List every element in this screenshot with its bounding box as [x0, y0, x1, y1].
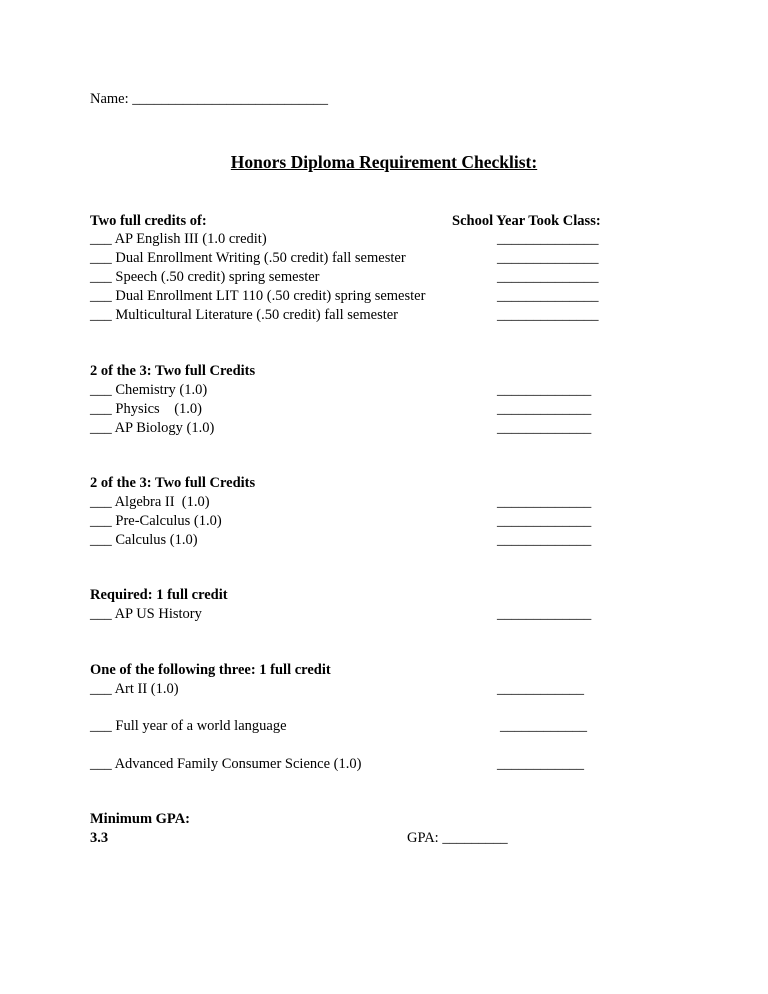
min-gpa-value: 3.3	[90, 830, 109, 846]
list-item: ___ Advanced Family Consumer Science (1.0)	[90, 756, 362, 772]
list-item: ___ Dual Enrollment Writing (.50 credit) fall semester	[90, 250, 406, 266]
school-year-column-heading: School Year Took Class:	[452, 213, 601, 229]
section4-heading: Required: 1 full credit	[90, 587, 228, 603]
school-year-blank: ______________	[497, 307, 599, 323]
page-title: Honors Diploma Requirement Checklist:	[230, 152, 538, 172]
list-item: ___ Algebra II (1.0)	[90, 494, 210, 510]
school-year-blank: _____________	[497, 382, 592, 398]
min-gpa-heading: Minimum GPA:	[90, 811, 191, 827]
list-item: ___ AP US History	[90, 606, 202, 622]
list-item: ___ Full year of a world language	[90, 718, 287, 734]
section5-heading: One of the following three: 1 full credit	[90, 662, 331, 678]
list-item: ___ Art II (1.0)	[90, 681, 179, 697]
school-year-blank: ______________	[497, 231, 599, 247]
school-year-blank: ______________	[497, 269, 599, 285]
list-item: ___ AP Biology (1.0)	[90, 420, 215, 436]
school-year-blank: ______________	[497, 250, 599, 266]
list-item: ___ Calculus (1.0)	[90, 532, 198, 548]
school-year-blank: _____________	[497, 513, 592, 529]
gpa-field-label: GPA: _________	[407, 830, 508, 846]
list-item: ___ Multicultural Literature (.50 credit) fall semester	[90, 307, 399, 323]
list-item: ___ Physics (1.0)	[90, 401, 202, 417]
section2-heading: 2 of the 3: Two full Credits	[90, 363, 256, 379]
list-item: ___ Chemistry (1.0)	[90, 382, 208, 398]
list-item: ___ Pre-Calculus (1.0)	[90, 513, 222, 529]
school-year-blank: ____________	[500, 718, 587, 734]
list-item: ___ Speech (.50 credit) spring semester	[90, 269, 320, 285]
list-item: ___ Dual Enrollment LIT 110 (.50 credit) spring semester	[90, 288, 426, 304]
school-year-blank: _____________	[497, 606, 592, 622]
school-year-blank: ____________	[497, 681, 584, 697]
school-year-blank: _____________	[497, 420, 592, 436]
name-field-label: Name: ___________________________	[90, 91, 329, 107]
section3-heading: 2 of the 3: Two full Credits	[90, 475, 256, 491]
school-year-blank: _____________	[497, 494, 592, 510]
school-year-blank: ____________	[497, 756, 584, 772]
school-year-blank: ______________	[497, 288, 599, 304]
school-year-blank: _____________	[497, 401, 592, 417]
list-item: ___ AP English III (1.0 credit)	[90, 231, 267, 247]
school-year-blank: _____________	[497, 532, 592, 548]
section1-heading: Two full credits of:	[90, 213, 207, 229]
